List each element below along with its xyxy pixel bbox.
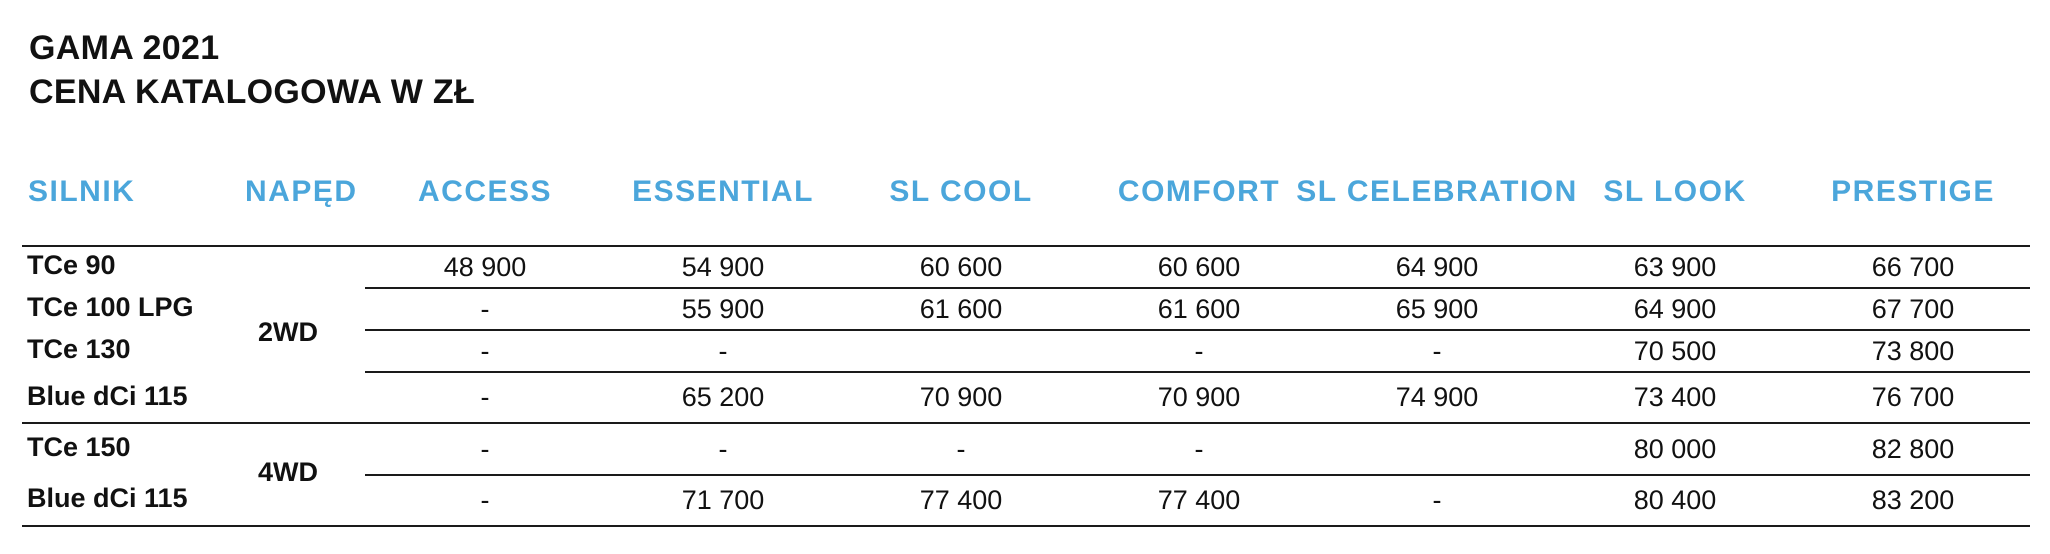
header-trim-access: ACCESS [417, 175, 553, 208]
price-cell: - [1194, 336, 1204, 366]
engine-label: TCe 90 [27, 250, 116, 280]
engine-label: TCe 150 [27, 432, 131, 462]
price-cell: 64 900 [1395, 252, 1479, 282]
price-cell: 83 200 [1871, 485, 1955, 515]
price-cell: 71 700 [681, 485, 765, 515]
price-cell: 60 600 [1157, 252, 1241, 282]
price-cell: 60 600 [919, 252, 1003, 282]
header-engine: SILNIK [28, 175, 136, 208]
price-cell: 65 200 [681, 382, 765, 412]
price-cell: 61 600 [919, 294, 1003, 324]
price-cell: 55 900 [681, 294, 765, 324]
page-title [29, 26, 475, 114]
price-cell: 70 900 [1157, 382, 1241, 412]
price-cell: 54 900 [681, 252, 765, 282]
price-cell: 61 600 [1157, 294, 1241, 324]
engine-label: TCe 130 [27, 334, 131, 364]
header-trim-sl-look: SL LOOK [1603, 175, 1747, 208]
price-cell: 82 800 [1871, 434, 1955, 464]
price-cell: - [480, 336, 490, 366]
price-cell: 67 700 [1871, 294, 1955, 324]
price-cell: 74 900 [1395, 382, 1479, 412]
price-cell: - [480, 434, 490, 464]
title-line-range: GAMA 2021 [29, 29, 220, 67]
table-top-rule [22, 245, 2030, 247]
title-line-price: CENA KATALOGOWA W ZŁ [29, 73, 476, 111]
header-trim-prestige: PRESTIGE [1831, 175, 1995, 208]
header-trim-essential: ESSENTIAL [632, 175, 814, 208]
price-cell: 77 400 [919, 485, 1003, 515]
price-cell: - [718, 336, 728, 366]
price-cell: 64 900 [1633, 294, 1717, 324]
row-divider [365, 371, 2030, 373]
engine-label: TCe 100 LPG [27, 292, 194, 322]
header-drive: NAPĘD [245, 175, 358, 208]
price-cell: 66 700 [1871, 252, 1955, 282]
price-cell: - [956, 434, 966, 464]
price-cell: 63 900 [1633, 252, 1717, 282]
header-trim-sl-cool: SL COOL [889, 175, 1033, 208]
price-cell: 70 900 [919, 382, 1003, 412]
price-cell: 80 000 [1633, 434, 1717, 464]
price-cell: 70 500 [1633, 336, 1717, 366]
price-cell: - [480, 382, 490, 412]
group-divider [22, 422, 2030, 424]
price-cell: - [718, 434, 728, 464]
row-divider [365, 474, 2030, 476]
price-cell: 65 900 [1395, 294, 1479, 324]
price-cell: 76 700 [1871, 382, 1955, 412]
drive-label-4wd: 4WD [258, 457, 318, 487]
price-cell: - [1432, 485, 1442, 515]
price-cell: 73 400 [1633, 382, 1717, 412]
row-divider [365, 287, 2030, 289]
price-cell: - [1194, 434, 1204, 464]
header-trim-sl-celebration: SL CELEBRATION [1296, 175, 1578, 208]
table-bottom-rule [22, 525, 2030, 527]
engine-label: Blue dCi 115 [27, 381, 188, 411]
engine-label: Blue dCi 115 [27, 483, 188, 513]
price-cell: - [480, 294, 490, 324]
price-cell: - [1432, 336, 1442, 366]
price-cell: 73 800 [1871, 336, 1955, 366]
row-divider [365, 329, 2030, 331]
price-cell: 80 400 [1633, 485, 1717, 515]
price-cell: - [480, 485, 490, 515]
drive-label-2wd: 2WD [258, 317, 318, 347]
price-cell: 48 900 [443, 252, 527, 282]
price-cell: 77 400 [1157, 485, 1241, 515]
header-trim-comfort: COMFORT [1117, 175, 1281, 208]
